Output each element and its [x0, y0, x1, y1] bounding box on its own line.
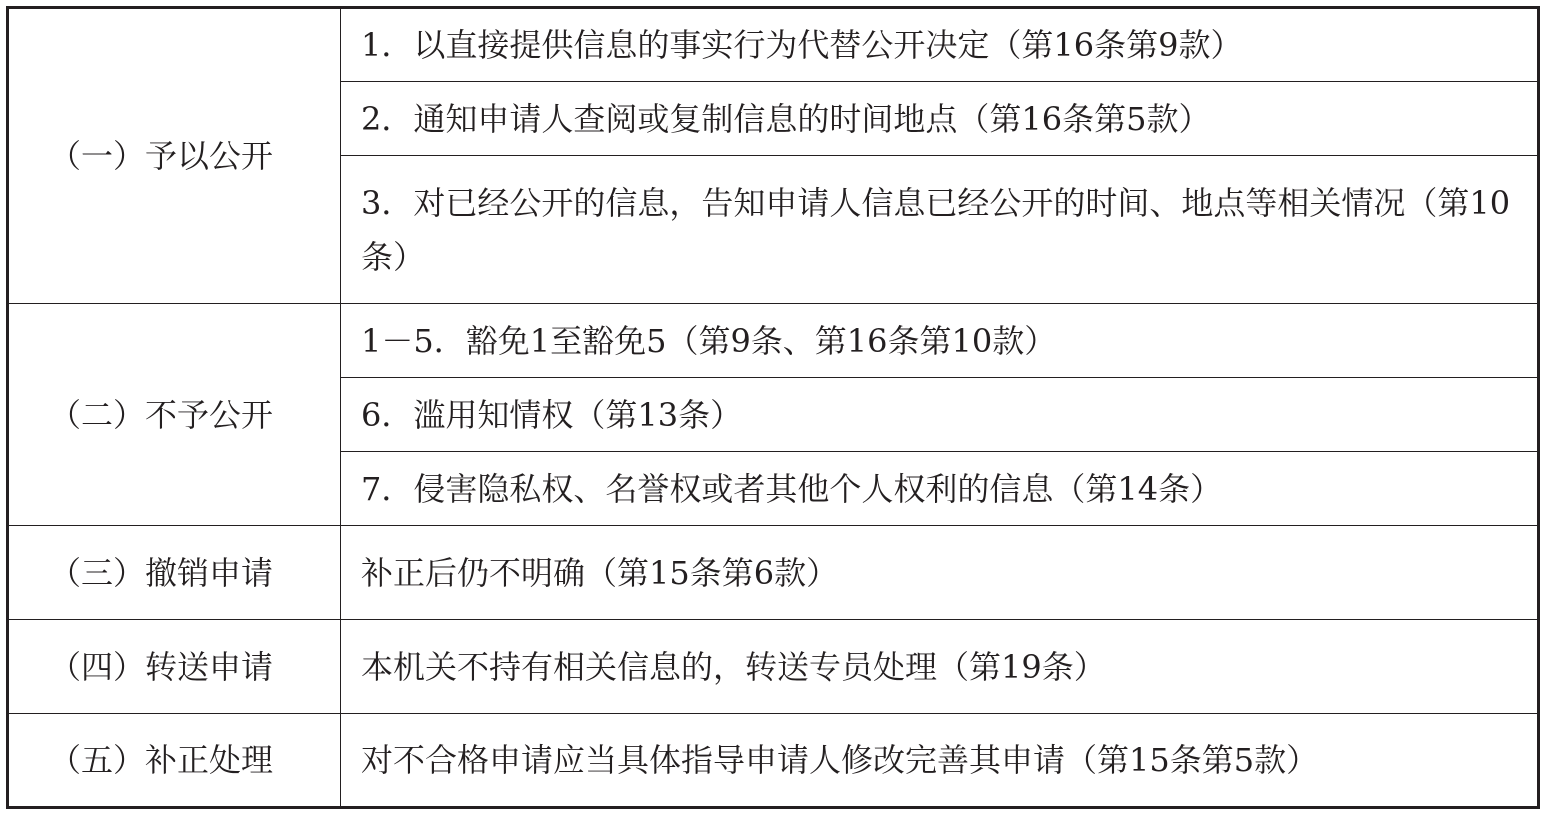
table-row: [8, 304, 1539, 378]
item-cell: [341, 714, 1539, 808]
item-text: 2．通知申请人查阅或复制信息的时间地点（第16条第5款）: [361, 99, 1211, 138]
category-cell: [8, 304, 341, 526]
category-label: （一）予以公开: [49, 137, 274, 175]
category-label: （四）转送申请: [49, 647, 274, 686]
item-text: 本机关不持有相关信息的，转送专员处理（第19条）: [361, 647, 1106, 686]
item-text: 1．以直接提供信息的事实行为代替公开决定（第16条第9款）: [361, 26, 1243, 64]
category-label: （二）不予公开: [49, 395, 274, 434]
item-cell: [341, 156, 1539, 304]
item-cell: [341, 526, 1539, 620]
item-text: 7．侵害隐私权、名誉权或者其他个人权利的信息（第14条）: [361, 469, 1223, 508]
item-text: 1－5．豁免1至豁免5（第9条、第16条第10款）: [361, 321, 1057, 360]
category-label: （五）补正处理: [49, 741, 274, 779]
category-label: （三）撤销申请: [49, 553, 274, 592]
category-cell: [8, 526, 341, 620]
category-cell: [8, 620, 341, 714]
item-cell: [341, 304, 1539, 378]
table-row: [8, 620, 1539, 714]
item-text: 对不合格申请应当具体指导申请人修改完善其申请（第15条第5款）: [361, 741, 1319, 779]
item-cell: [341, 620, 1539, 714]
category-cell: [8, 714, 341, 808]
item-cell: [341, 82, 1539, 156]
table-row: [8, 8, 1539, 82]
item-text: 6．滥用知情权（第13条）: [361, 395, 743, 434]
table-row: [8, 714, 1539, 808]
item-cell: [341, 378, 1539, 452]
disposition-table: [6, 6, 1540, 809]
table-row: [8, 526, 1539, 620]
item-cell: [341, 452, 1539, 526]
category-cell: [8, 8, 341, 304]
item-text: 3．对已经公开的信息，告知申请人信息已经公开的时间、地点等相关情况（第10条）: [361, 183, 1511, 276]
item-cell: [341, 8, 1539, 82]
item-text: 补正后仍不明确（第15条第6款）: [361, 553, 839, 592]
